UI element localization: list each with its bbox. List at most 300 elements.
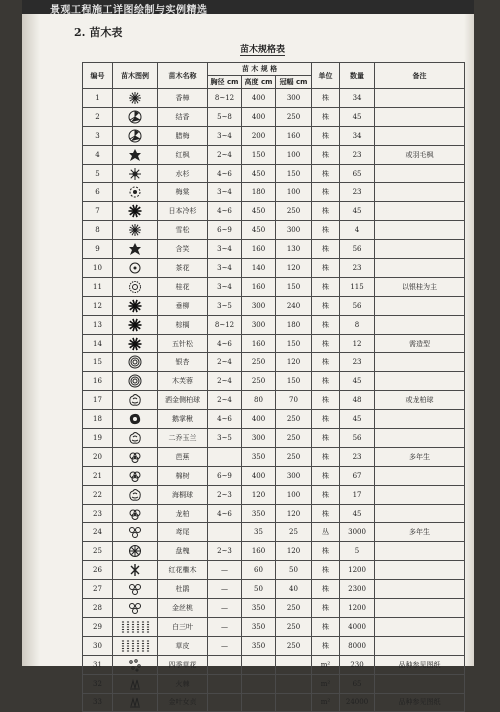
cell-crown: 250: [276, 202, 312, 221]
fan-icon: [113, 126, 158, 145]
cell-height: 60: [242, 561, 276, 580]
cell-dbh: 4~6: [208, 410, 242, 429]
col-header-height: 高度 cm: [242, 76, 276, 89]
cell-unit: 株: [312, 164, 340, 183]
cell-no: 8: [83, 221, 113, 240]
cell-no: 33: [83, 693, 113, 712]
cell-name: 洒金侧柏球: [158, 391, 208, 410]
cell-note: [375, 296, 465, 315]
cell-note: [375, 617, 465, 636]
cell-height: 400: [242, 410, 276, 429]
cell-height: 160: [242, 240, 276, 259]
cluster-icon: [113, 599, 158, 618]
cell-note: [375, 580, 465, 599]
cell-dbh: 5~8: [208, 107, 242, 126]
cell-crown: 120: [276, 353, 312, 372]
cell-height: 450: [242, 164, 276, 183]
cell-note: [375, 259, 465, 278]
cell-crown: 50: [276, 561, 312, 580]
cell-crown: 150: [276, 334, 312, 353]
cell-note: [375, 164, 465, 183]
cell-dbh: 2~3: [208, 542, 242, 561]
cell-name: 海桐球: [158, 485, 208, 504]
cell-no: 15: [83, 353, 113, 372]
cell-note: [375, 240, 465, 259]
cell-qty: 4: [340, 221, 375, 240]
cell-height: 80: [242, 391, 276, 410]
cell-name: 梅棠: [158, 183, 208, 202]
cell-name: 木芙蓉: [158, 372, 208, 391]
cell-height: 450: [242, 202, 276, 221]
cell-dbh: 8~12: [208, 89, 242, 108]
flower-icon: [113, 542, 158, 561]
table-row: [83, 240, 465, 259]
burst-icon: [113, 89, 158, 108]
cell-crown: 250: [276, 447, 312, 466]
cell-height: 400: [242, 107, 276, 126]
cell-note: [375, 353, 465, 372]
cell-dbh: 2~4: [208, 353, 242, 372]
document-page: [22, 0, 474, 707]
table-row: [83, 353, 465, 372]
cell-crown: 120: [276, 504, 312, 523]
cell-height: 350: [242, 636, 276, 655]
cell-crown: 70: [276, 391, 312, 410]
cell-dbh: 3~4: [208, 126, 242, 145]
col-header-dbh: 胸径 cm: [208, 76, 242, 89]
cell-no: 23: [83, 504, 113, 523]
cell-unit: 株: [312, 372, 340, 391]
cell-crown: [276, 674, 312, 693]
cell-name: 盘槐: [158, 542, 208, 561]
table-row: [83, 391, 465, 410]
cell-dbh: 4~6: [208, 164, 242, 183]
cell-crown: 25: [276, 523, 312, 542]
cell-no: 5: [83, 164, 113, 183]
cell-crown: 250: [276, 636, 312, 655]
cell-crown: 300: [276, 466, 312, 485]
cell-crown: 130: [276, 240, 312, 259]
cell-note: [375, 504, 465, 523]
cell-unit: 株: [312, 353, 340, 372]
cell-note: [375, 599, 465, 618]
cell-height: [242, 693, 276, 712]
table-row: [83, 523, 465, 542]
cell-dbh: 2~4: [208, 372, 242, 391]
ring-icon: [113, 277, 158, 296]
cell-crown: 250: [276, 599, 312, 618]
cell-unit: 株: [312, 259, 340, 278]
table-row: [83, 107, 465, 126]
cell-no: 25: [83, 542, 113, 561]
cell-crown: 250: [276, 617, 312, 636]
table-row: [83, 334, 465, 353]
table-row: [83, 504, 465, 523]
cell-dbh: 2~4: [208, 145, 242, 164]
table-row: [83, 542, 465, 561]
cell-unit: 株: [312, 334, 340, 353]
cell-dbh: 4~6: [208, 202, 242, 221]
cell-dbh: [208, 693, 242, 712]
cell-note: [375, 561, 465, 580]
cell-unit: 株: [312, 107, 340, 126]
cell-qty: 1200: [340, 561, 375, 580]
fan-icon: [113, 107, 158, 126]
cell-height: 300: [242, 429, 276, 448]
cell-qty: 45: [340, 202, 375, 221]
cell-note: [375, 485, 465, 504]
cell-name: 鸢尾: [158, 523, 208, 542]
cell-note: [375, 89, 465, 108]
cell-dbh: 2~4: [208, 391, 242, 410]
cell-unit: 株: [312, 447, 340, 466]
table-row: [83, 599, 465, 618]
cell-qty: 65: [340, 164, 375, 183]
spiral-icon: [113, 353, 158, 372]
cell-qty: 65: [340, 674, 375, 693]
table-caption: 苗木规格表: [240, 42, 285, 56]
cell-no: 24: [83, 523, 113, 542]
table-row: [83, 429, 465, 448]
cell-name: 茶花: [158, 259, 208, 278]
cell-height: 250: [242, 372, 276, 391]
cell-name: 垂柳: [158, 296, 208, 315]
cell-note: [375, 315, 465, 334]
cell-qty: 5: [340, 542, 375, 561]
scatter-icon: [113, 655, 158, 674]
cell-unit: 株: [312, 145, 340, 164]
cell-no: 7: [83, 202, 113, 221]
running-header: [22, 0, 474, 14]
cell-crown: 150: [276, 164, 312, 183]
cell-no: 28: [83, 599, 113, 618]
dots-icon: [113, 636, 158, 655]
cell-name: 五针松: [158, 334, 208, 353]
spiky-icon: [113, 296, 158, 315]
cell-height: 160: [242, 277, 276, 296]
cell-qty: 45: [340, 107, 375, 126]
cell-no: 17: [83, 391, 113, 410]
cell-name: 杜鹃: [158, 580, 208, 599]
table-row: [83, 447, 465, 466]
cell-height: 400: [242, 89, 276, 108]
cell-unit: 株: [312, 485, 340, 504]
cell-note: 或龙柏球: [375, 391, 465, 410]
cell-unit: 株: [312, 542, 340, 561]
cell-name: 香樟: [158, 89, 208, 108]
cell-crown: 180: [276, 315, 312, 334]
cell-no: 18: [83, 410, 113, 429]
cell-crown: 150: [276, 372, 312, 391]
table-row: [83, 259, 465, 278]
table-row: [83, 485, 465, 504]
cell-dbh: 3~4: [208, 240, 242, 259]
cell-note: [375, 183, 465, 202]
cell-name: 金丝桃: [158, 599, 208, 618]
table-row: [83, 89, 465, 108]
cell-qty: 56: [340, 240, 375, 259]
cell-dbh: —: [208, 617, 242, 636]
cell-height: 35: [242, 523, 276, 542]
page-edge-shadow: [464, 0, 474, 666]
cell-dbh: 3~4: [208, 277, 242, 296]
cluster-icon: [113, 580, 158, 599]
cell-name: 白三叶: [158, 617, 208, 636]
cell-no: 21: [83, 466, 113, 485]
cell-height: 160: [242, 334, 276, 353]
cell-name: 草皮: [158, 636, 208, 655]
cell-no: 29: [83, 617, 113, 636]
table-row: [83, 145, 465, 164]
cell-height: 300: [242, 296, 276, 315]
col-header-spec: 苗 木 规 格: [208, 63, 312, 76]
cell-no: 2: [83, 107, 113, 126]
table-row: [83, 126, 465, 145]
cell-name: 火棘: [158, 674, 208, 693]
cloud-icon: [113, 504, 158, 523]
cell-name: 红花檵木: [158, 561, 208, 580]
bush-icon: [113, 485, 158, 504]
cell-qty: 3000: [340, 523, 375, 542]
cell-height: 350: [242, 599, 276, 618]
cell-no: 19: [83, 429, 113, 448]
section-title: 2. 苗木表: [74, 26, 123, 39]
cell-note: [375, 410, 465, 429]
table-row: [83, 202, 465, 221]
cell-unit: 株: [312, 580, 340, 599]
cell-no: 12: [83, 296, 113, 315]
cell-crown: 100: [276, 145, 312, 164]
cell-note: 以银桂为主: [375, 277, 465, 296]
cell-no: 22: [83, 485, 113, 504]
cell-dbh: —: [208, 561, 242, 580]
cell-height: 200: [242, 126, 276, 145]
cell-qty: 45: [340, 372, 375, 391]
cell-height: 50: [242, 580, 276, 599]
table-row: [83, 221, 465, 240]
cell-no: 16: [83, 372, 113, 391]
col-header-crown: 冠幅 cm: [276, 76, 312, 89]
cell-height: 350: [242, 447, 276, 466]
cell-name: 水杉: [158, 164, 208, 183]
cell-dbh: 3~5: [208, 429, 242, 448]
cell-note: [375, 221, 465, 240]
cell-qty: 56: [340, 429, 375, 448]
cell-qty: 67: [340, 466, 375, 485]
cell-unit: 丛: [312, 523, 340, 542]
cell-name: 棉树: [158, 466, 208, 485]
cell-qty: 23: [340, 183, 375, 202]
dots-icon: [113, 617, 158, 636]
cell-dbh: 8~12: [208, 315, 242, 334]
cell-height: 350: [242, 504, 276, 523]
cell-no: 32: [83, 674, 113, 693]
cell-qty: 45: [340, 410, 375, 429]
cell-name: 棕榈: [158, 315, 208, 334]
cell-dbh: —: [208, 580, 242, 599]
cell-height: 150: [242, 145, 276, 164]
cell-unit: 株: [312, 410, 340, 429]
cell-dbh: 6~9: [208, 221, 242, 240]
cell-name: 雪松: [158, 221, 208, 240]
cell-dbh: —: [208, 599, 242, 618]
page-gutter-shadow: [22, 0, 40, 666]
cell-dbh: [208, 523, 242, 542]
tuft-icon: [113, 693, 158, 712]
cell-unit: m²: [312, 693, 340, 712]
cell-unit: 株: [312, 561, 340, 580]
cell-note: [375, 542, 465, 561]
cell-crown: 160: [276, 126, 312, 145]
cell-height: 400: [242, 466, 276, 485]
cell-unit: 株: [312, 221, 340, 240]
nursery-table: [82, 62, 465, 712]
cloud-icon: [113, 447, 158, 466]
cell-name: 红枫: [158, 145, 208, 164]
cell-qty: 12: [340, 334, 375, 353]
cell-qty: 23: [340, 353, 375, 372]
cloud-icon: [113, 466, 158, 485]
cell-no: 11: [83, 277, 113, 296]
cell-qty: 8: [340, 315, 375, 334]
spiral-icon: [113, 372, 158, 391]
cell-crown: 250: [276, 410, 312, 429]
cell-unit: 株: [312, 391, 340, 410]
cell-note: [375, 429, 465, 448]
cell-unit: 株: [312, 202, 340, 221]
cell-unit: 株: [312, 636, 340, 655]
cell-crown: 250: [276, 107, 312, 126]
cell-note: 品种参见图纸: [375, 693, 465, 712]
cell-unit: m²: [312, 674, 340, 693]
cell-height: 140: [242, 259, 276, 278]
cell-name: 鹅掌楸: [158, 410, 208, 429]
cell-height: 120: [242, 485, 276, 504]
col-header-qty: 数量: [340, 63, 375, 89]
cell-name: 银杏: [158, 353, 208, 372]
cell-height: 300: [242, 315, 276, 334]
cell-crown: 240: [276, 296, 312, 315]
cell-unit: 株: [312, 296, 340, 315]
cell-name: 龙柏: [158, 504, 208, 523]
table-row: [83, 296, 465, 315]
cell-name: 芭蕉: [158, 447, 208, 466]
cell-dbh: 4~6: [208, 334, 242, 353]
cell-qty: 45: [340, 504, 375, 523]
cell-no: 10: [83, 259, 113, 278]
cell-no: 13: [83, 315, 113, 334]
col-header-note: 备注: [375, 63, 465, 89]
cell-unit: 株: [312, 240, 340, 259]
col-header-icon: 苗木图例: [113, 63, 158, 89]
cell-unit: 株: [312, 429, 340, 448]
cell-height: 350: [242, 617, 276, 636]
cell-name: 金叶女贞: [158, 693, 208, 712]
cell-height: 450: [242, 221, 276, 240]
cell-height: 250: [242, 353, 276, 372]
cell-dbh: [208, 674, 242, 693]
col-header-no: 编号: [83, 63, 113, 89]
leaf-icon: [113, 240, 158, 259]
cell-height: [242, 674, 276, 693]
blob-icon: [113, 410, 158, 429]
table-row: [83, 617, 465, 636]
cell-crown: 120: [276, 259, 312, 278]
cell-height: [242, 655, 276, 674]
cell-no: 6: [83, 183, 113, 202]
cell-dbh: 3~4: [208, 183, 242, 202]
cell-unit: m²: [312, 655, 340, 674]
cell-unit: 株: [312, 466, 340, 485]
gear-icon: [113, 183, 158, 202]
cell-qty: 115: [340, 277, 375, 296]
burst-icon: [113, 221, 158, 240]
spiky-icon: [113, 334, 158, 353]
leaf-icon: [113, 145, 158, 164]
cell-qty: 24000: [340, 693, 375, 712]
cell-crown: [276, 655, 312, 674]
table-row: [83, 561, 465, 580]
cell-name: 四季草花: [158, 655, 208, 674]
cell-dbh: 3~4: [208, 259, 242, 278]
cell-no: 27: [83, 580, 113, 599]
cell-dbh: 3~5: [208, 296, 242, 315]
cell-qty: 230: [340, 655, 375, 674]
cross-icon: [113, 561, 158, 580]
cell-qty: 23: [340, 145, 375, 164]
cell-unit: 株: [312, 599, 340, 618]
cell-crown: 250: [276, 429, 312, 448]
dot-icon: [113, 259, 158, 278]
cell-no: 26: [83, 561, 113, 580]
cell-qty: 1200: [340, 599, 375, 618]
cell-crown: 150: [276, 277, 312, 296]
cell-qty: 34: [340, 126, 375, 145]
cell-no: 1: [83, 89, 113, 108]
cell-name: 桂花: [158, 277, 208, 296]
table-row: [83, 636, 465, 655]
cell-note: 品种参见图纸: [375, 655, 465, 674]
cell-note: 多年生: [375, 523, 465, 542]
cell-no: 9: [83, 240, 113, 259]
bush-icon: [113, 429, 158, 448]
cell-crown: 40: [276, 580, 312, 599]
cell-note: [375, 674, 465, 693]
col-header-unit: 单位: [312, 63, 340, 89]
cell-unit: 株: [312, 617, 340, 636]
table-row: [83, 277, 465, 296]
cell-qty: 4000: [340, 617, 375, 636]
table-row: [83, 466, 465, 485]
spiky-icon: [113, 315, 158, 334]
cell-height: 180: [242, 183, 276, 202]
table-row: [83, 693, 465, 712]
cell-dbh: 4~6: [208, 504, 242, 523]
table-row: [83, 580, 465, 599]
cell-height: 160: [242, 542, 276, 561]
cell-qty: 23: [340, 259, 375, 278]
star-icon: [113, 164, 158, 183]
cell-no: 31: [83, 655, 113, 674]
cell-name: 二乔玉兰: [158, 429, 208, 448]
cell-no: 4: [83, 145, 113, 164]
cell-note: 需造型: [375, 334, 465, 353]
cell-qty: 56: [340, 296, 375, 315]
cluster-icon: [113, 523, 158, 542]
table-row: [83, 372, 465, 391]
table-row: [83, 655, 465, 674]
cell-no: 30: [83, 636, 113, 655]
